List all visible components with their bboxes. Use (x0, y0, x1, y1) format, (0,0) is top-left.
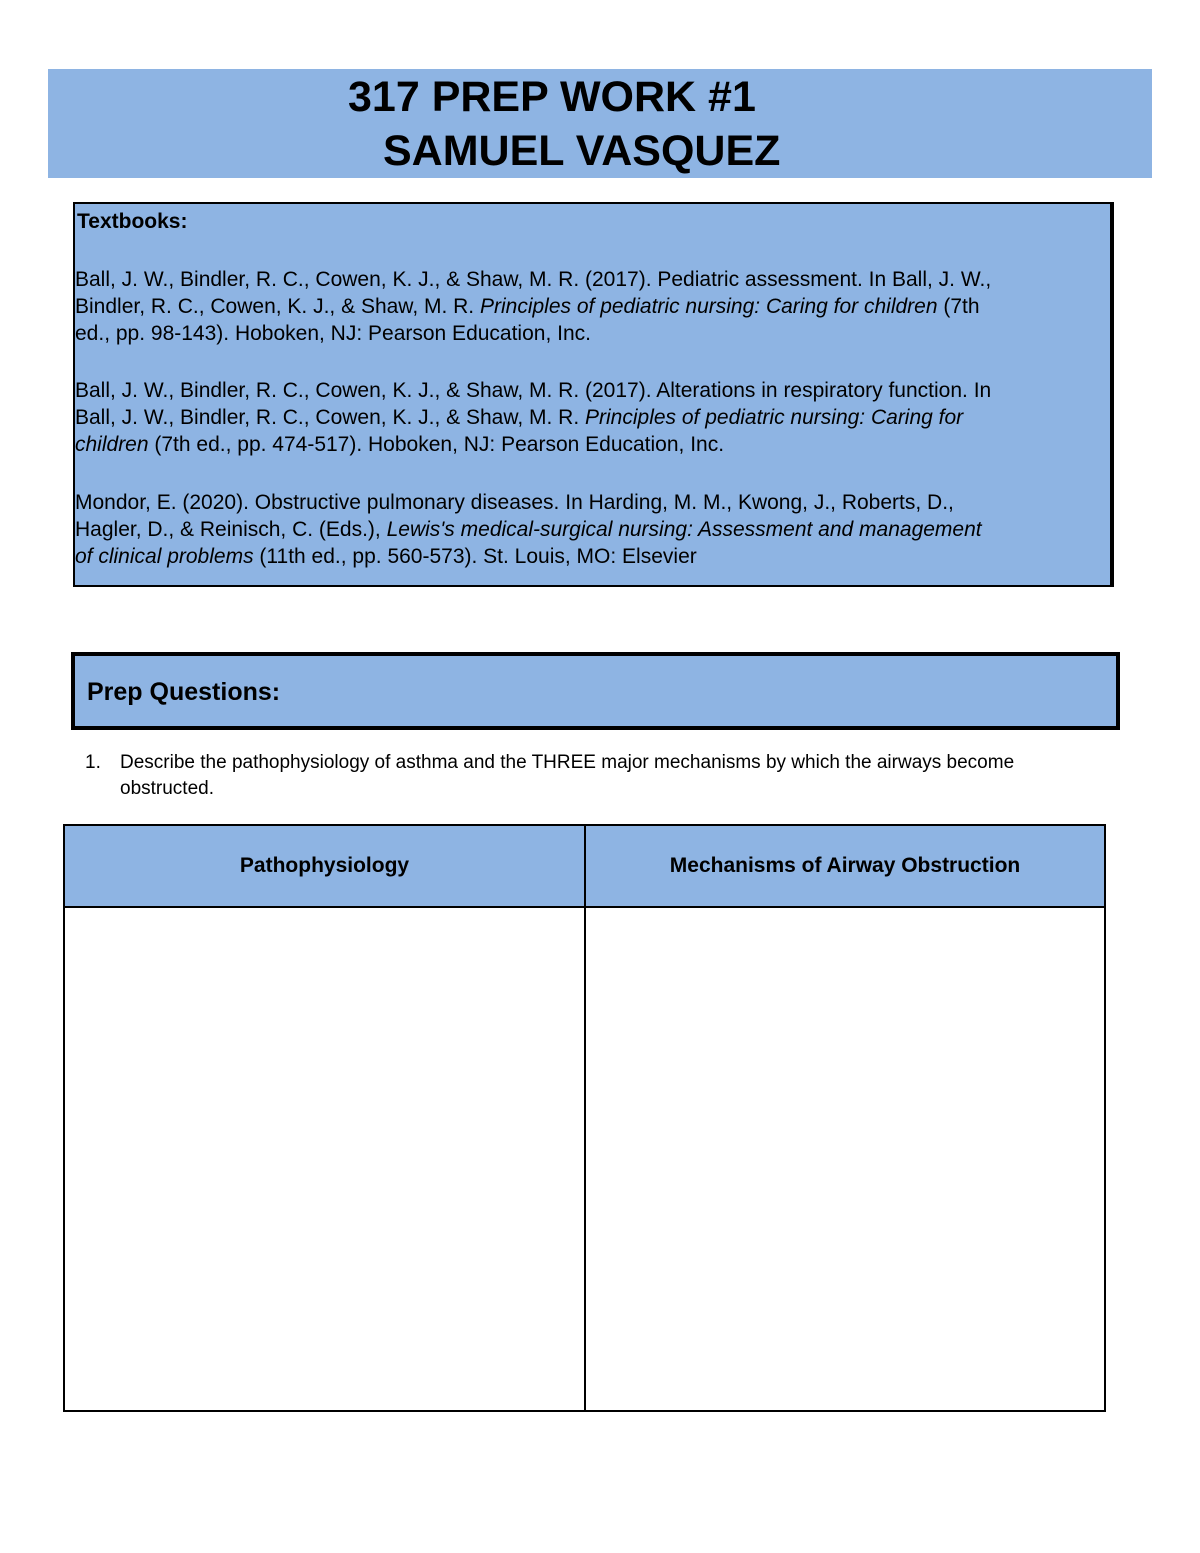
reference-text: Ball, J. W., Bindler, R. C., Cowen, K. J., & Shaw, M. R. (75, 406, 585, 429)
textbooks-section (73, 202, 1114, 587)
pathophysiology-answer-cell[interactable] (65, 908, 584, 1410)
question-text (120, 750, 1160, 802)
reference-line (75, 293, 991, 320)
reference-1 (75, 266, 991, 347)
question-line: obstructed. (120, 778, 214, 799)
textbooks-heading: Textbooks: (77, 210, 188, 233)
reference-text: (7th (937, 295, 980, 318)
student-name: SAMUEL VASQUEZ (383, 127, 781, 175)
reference-text: (11th ed., pp. 560-573). St. Louis, MO: Elsevier (253, 545, 697, 568)
reference-book-title: Principles of pediatric nursing: Caring for children (479, 295, 938, 318)
prep-questions-heading: Prep Questions: (87, 678, 281, 706)
reference-book-title: of clinical problems (75, 545, 254, 568)
page-title: 317 PREP WORK #1 (348, 73, 756, 121)
reference-text: Bindler, R. C., Cowen, K. J., & Shaw, M. R. (75, 295, 480, 318)
reference-line: Mondor, E. (2020). Obstructive pulmonary diseases. In Harding, M. M., Kwong, J., Roberts, D., (75, 491, 954, 514)
reference-line (75, 543, 982, 570)
reference-book-title: Principles of pediatric nursing: Caring for (585, 406, 964, 429)
reference-text: Hagler, D., & Reinisch, C. (Eds.), (75, 518, 387, 541)
question-number: 1. (85, 752, 101, 773)
prep-questions-box (71, 652, 1120, 730)
table-header-mechanisms: Mechanisms of Airway Obstruction (586, 826, 1104, 908)
mechanisms-answer-cell[interactable] (586, 908, 1104, 1410)
table-header-pathophysiology: Pathophysiology (65, 826, 584, 908)
reference-book-title: Lewis's medical-surgical nursing: Assessment and management (386, 518, 982, 541)
reference-line (75, 404, 991, 431)
reference-line: Ball, J. W., Bindler, R. C., Cowen, K. J., & Shaw, M. R. (2017). Alterations in respiratory function. In (75, 379, 992, 402)
reference-text: (7th ed., pp. 474-517). Hoboken, NJ: Pearson Education, Inc. (148, 433, 725, 456)
reference-3 (75, 489, 982, 570)
title-banner (48, 69, 1152, 178)
reference-line: ed., pp. 98-143). Hoboken, NJ: Pearson Education, Inc. (75, 322, 591, 345)
answer-table (63, 824, 1106, 1412)
question-line: Describe the pathophysiology of asthma and the THREE major mechanisms by which the airways become (120, 752, 1015, 773)
reference-line: Ball, J. W., Bindler, R. C., Cowen, K. J., & Shaw, M. R. (2017). Pediatric assessment. In Ball, J. W., (75, 268, 992, 291)
reference-line (75, 516, 982, 543)
reference-line (75, 431, 991, 458)
reference-book-title: children (75, 433, 149, 456)
reference-2 (75, 377, 991, 458)
